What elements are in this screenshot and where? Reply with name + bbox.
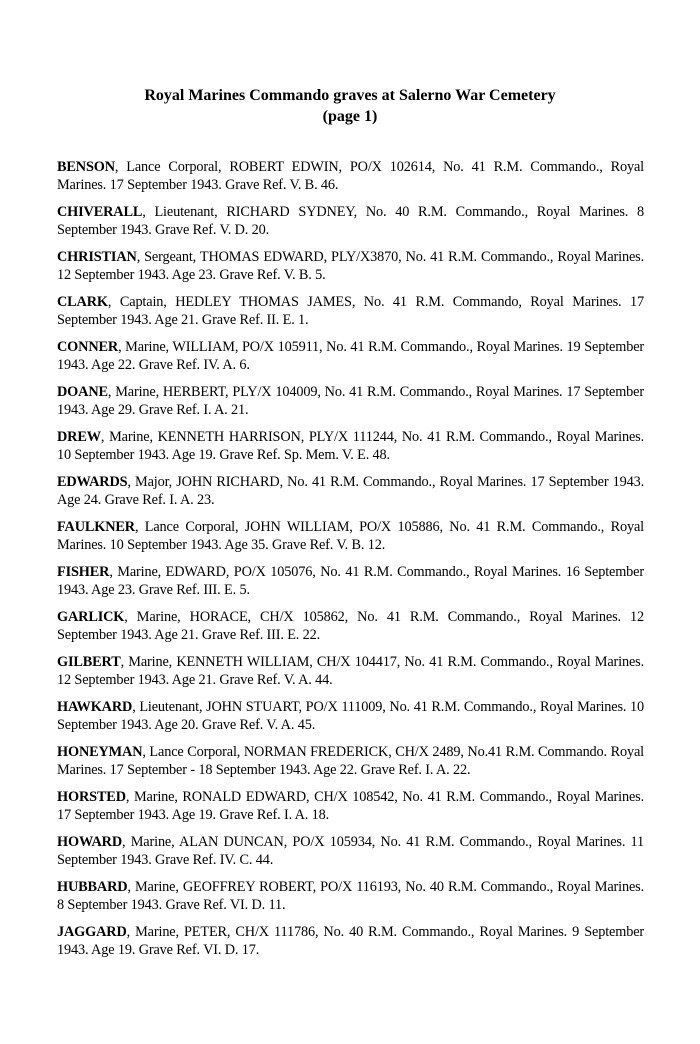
grave-entry [57, 878, 644, 914]
entry-details: , Sergeant, THOMAS EDWARD, PLY/X3870, No. 41 R.M. Commando., Royal Marines. 12 September 1943. Age 23. Grave Ref. V. B. 5. [57, 249, 644, 283]
grave-entry [57, 158, 644, 194]
entry-surname: HORSTED [57, 789, 126, 805]
grave-entry [57, 203, 644, 239]
grave-entry [57, 428, 644, 464]
grave-entry [57, 338, 644, 374]
entry-surname: HONEYMAN [57, 744, 143, 760]
grave-entry [57, 698, 644, 734]
grave-entry [57, 563, 644, 599]
entry-surname: FAULKNER [57, 519, 135, 535]
entry-details: , Lance Corporal, NORMAN FREDERICK, CH/X 2489, No.41 R.M. Commando. Royal Marines. 17 September - 18 September 1943. Age 22. Grave Ref. I. A. 22. [57, 744, 644, 778]
entry-details: , Marine, ALAN DUNCAN, PO/X 105934, No. 41 R.M. Commando., Royal Marines. 11 September 1943. Grave Ref. IV. C. 44. [57, 834, 644, 868]
grave-entry [57, 383, 644, 419]
entry-surname: GARLICK [57, 609, 125, 625]
grave-entry [57, 788, 644, 824]
entry-surname: CONNER [57, 339, 119, 355]
entry-surname: FISHER [57, 564, 110, 580]
entry-surname: HAWKARD [57, 699, 133, 715]
page-title: Royal Marines Commando graves at Salerno War Cemetery [144, 87, 556, 104]
entry-surname: JAGGARD [57, 924, 127, 940]
entry-surname: HUBBARD [57, 879, 128, 895]
grave-entry [57, 608, 644, 644]
entry-details: , Marine, KENNETH HARRISON, PLY/X 111244, No. 41 R.M. Commando., Royal Marines. 10 September 1943. Age 19. Grave Ref. Sp. Mem. V. E. 48. [57, 429, 644, 463]
entry-details: , Marine, WILLIAM, PO/X 105911, No. 41 R.M. Commando., Royal Marines. 19 September 1943. Age 22. Grave Ref. IV. A. 6. [57, 339, 644, 373]
grave-entry [57, 833, 644, 869]
entry-details: , Major, JOHN RICHARD, No. 41 R.M. Commando., Royal Marines. 17 September 1943. Age 24. Grave Ref. I. A. 23. [57, 474, 644, 508]
entry-surname: CHIVERALL [57, 204, 143, 220]
entry-surname: CLARK [57, 294, 108, 310]
grave-entry [57, 293, 644, 329]
grave-entry [57, 653, 644, 689]
entry-details: , Marine, GEOFFREY ROBERT, PO/X 116193, No. 40 R.M. Commando., Royal Marines. 8 September 1943. Grave Ref. VI. D. 11. [57, 879, 644, 913]
entry-surname: HOWARD [57, 834, 123, 850]
entry-details: , Lance Corporal, JOHN WILLIAM, PO/X 105886, No. 41 R.M. Commando., Royal Marines. 10 September 1943. Age 35. Grave Ref. V. B. 12. [57, 519, 644, 553]
entry-surname: DREW [57, 429, 101, 445]
entry-details: , Marine, RONALD EDWARD, CH/X 108542, No. 41 R.M. Commando., Royal Marines. 17 September 1943. Age 19. Grave Ref. I. A. 18. [57, 789, 644, 823]
grave-entry [57, 518, 644, 554]
entry-details: , Marine, HORACE, CH/X 105862, No. 41 R.M. Commando., Royal Marines. 12 September 1943. Age 21. Grave Ref. III. E. 22. [57, 609, 644, 643]
grave-entry [57, 923, 644, 959]
grave-entry [57, 743, 644, 779]
entry-surname: BENSON [57, 159, 115, 175]
entry-details: , Marine, PETER, CH/X 111786, No. 40 R.M. Commando., Royal Marines. 9 September 1943. Age 19. Grave Ref. VI. D. 17. [57, 924, 644, 958]
entry-details: , Marine, HERBERT, PLY/X 104009, No. 41 R.M. Commando., Royal Marines. 17 September 1943. Age 29. Grave Ref. I. A. 21. [57, 384, 644, 418]
entry-surname: CHRISTIAN [57, 249, 137, 265]
title-block [0, 85, 700, 127]
entry-details: , Lieutenant, RICHARD SYDNEY, No. 40 R.M. Commando., Royal Marines. 8 September 1943. Grave Ref. V. D. 20. [57, 204, 644, 238]
entry-details: , Marine, EDWARD, PO/X 105076, No. 41 R.M. Commando., Royal Marines. 16 September 1943. Age 23. Grave Ref. III. E. 5. [57, 564, 644, 598]
entry-details: , Captain, HEDLEY THOMAS JAMES, No. 41 R.M. Commando, Royal Marines. 17 September 1943. Age 21. Grave Ref. II. E. 1. [57, 294, 644, 328]
entry-details: , Lieutenant, JOHN STUART, PO/X 111009, No. 41 R.M. Commando., Royal Marines. 10 September 1943. Age 20. Grave Ref. V. A. 45. [57, 699, 644, 733]
entry-surname: GILBERT [57, 654, 121, 670]
grave-entry [57, 248, 644, 284]
page-subtitle: (page 1) [322, 108, 378, 125]
entry-surname: EDWARDS [57, 474, 128, 490]
grave-list [57, 158, 644, 968]
entry-surname: DOANE [57, 384, 108, 400]
entry-details: , Lance Corporal, ROBERT EDWIN, PO/X 102614, No. 41 R.M. Commando., Royal Marines. 17 September 1943. Grave Ref. V. B. 46. [57, 159, 644, 193]
entry-details: , Marine, KENNETH WILLIAM, CH/X 104417, No. 41 R.M. Commando., Royal Marines. 12 September 1943. Age 21. Grave Ref. V. A. 44. [57, 654, 644, 688]
grave-entry [57, 473, 644, 509]
